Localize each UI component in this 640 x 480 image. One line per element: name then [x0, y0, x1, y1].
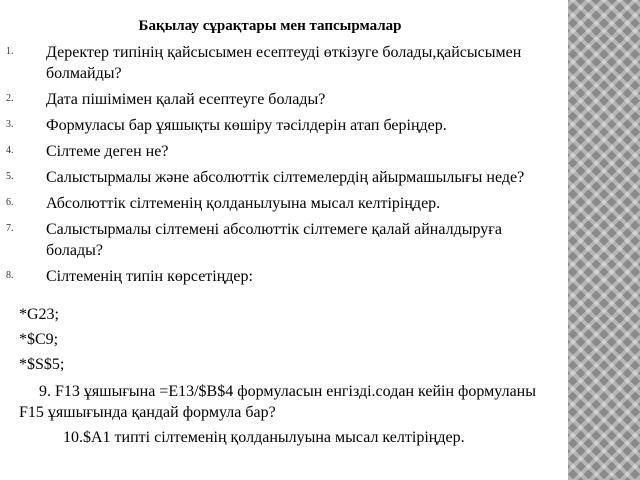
question-item — [0, 193, 560, 214]
question-item — [0, 167, 560, 188]
reference-example: *$C9; — [19, 331, 59, 348]
question-item — [0, 141, 560, 162]
question-item — [0, 89, 560, 110]
question-text: Сілтеме деген не? — [46, 143, 169, 160]
question-item — [0, 219, 560, 261]
question-text: Салыстырмалы және абсолюттік сілтемелердің айырмашылығы неде? — [46, 169, 525, 186]
slide-title: Бақылау сұрақтары мен тапсырмалар — [138, 18, 402, 34]
question-number: 2. — [6, 93, 14, 104]
question-text: Формуласы бар ұяшықты көшіру тәсілдерін атап беріңдер. — [46, 117, 447, 134]
reference-example: *G23; — [19, 306, 59, 323]
question-item — [0, 115, 560, 136]
reference-example: *$S$5; — [19, 356, 65, 373]
question-text: Деректер типінің қайсысымен есептеуді өткізуге болады,қайсысымен болмайды? — [46, 44, 522, 82]
question-text: Дата пішімімен қалай есептеуге болады? — [46, 91, 326, 108]
questions-list — [0, 42, 560, 292]
decorative-stripe — [568, 0, 640, 480]
question-9: 9. F13 ұяшығына =E13/$B$4 формуласын енгізді.содан кейін формуланы F15 ұяшығында қандай формула бар? — [19, 383, 536, 421]
question-item — [0, 42, 560, 84]
question-text: Салыстырмалы сілтемені абсолюттік сілтемеге қалай айналдыруға болады? — [46, 221, 502, 259]
question-number: 3. — [6, 119, 14, 130]
question-number: 8. — [6, 270, 14, 281]
question-number: 6. — [6, 197, 14, 208]
question-number: 4. — [6, 145, 14, 156]
question-number: 1. — [6, 46, 14, 57]
question-text: Абсолюттік сілтеменің қолданылуына мысал келтіріңдер. — [46, 195, 441, 212]
question-10: 10.$A1 типті сілтеменің қолданылуына мысал келтіріңдер. — [63, 429, 465, 446]
question-number: 5. — [6, 171, 14, 182]
question-text: Сілтеменің типін көрсетіңдер: — [46, 268, 253, 285]
question-number: 7. — [6, 223, 14, 234]
question-item — [0, 266, 560, 287]
